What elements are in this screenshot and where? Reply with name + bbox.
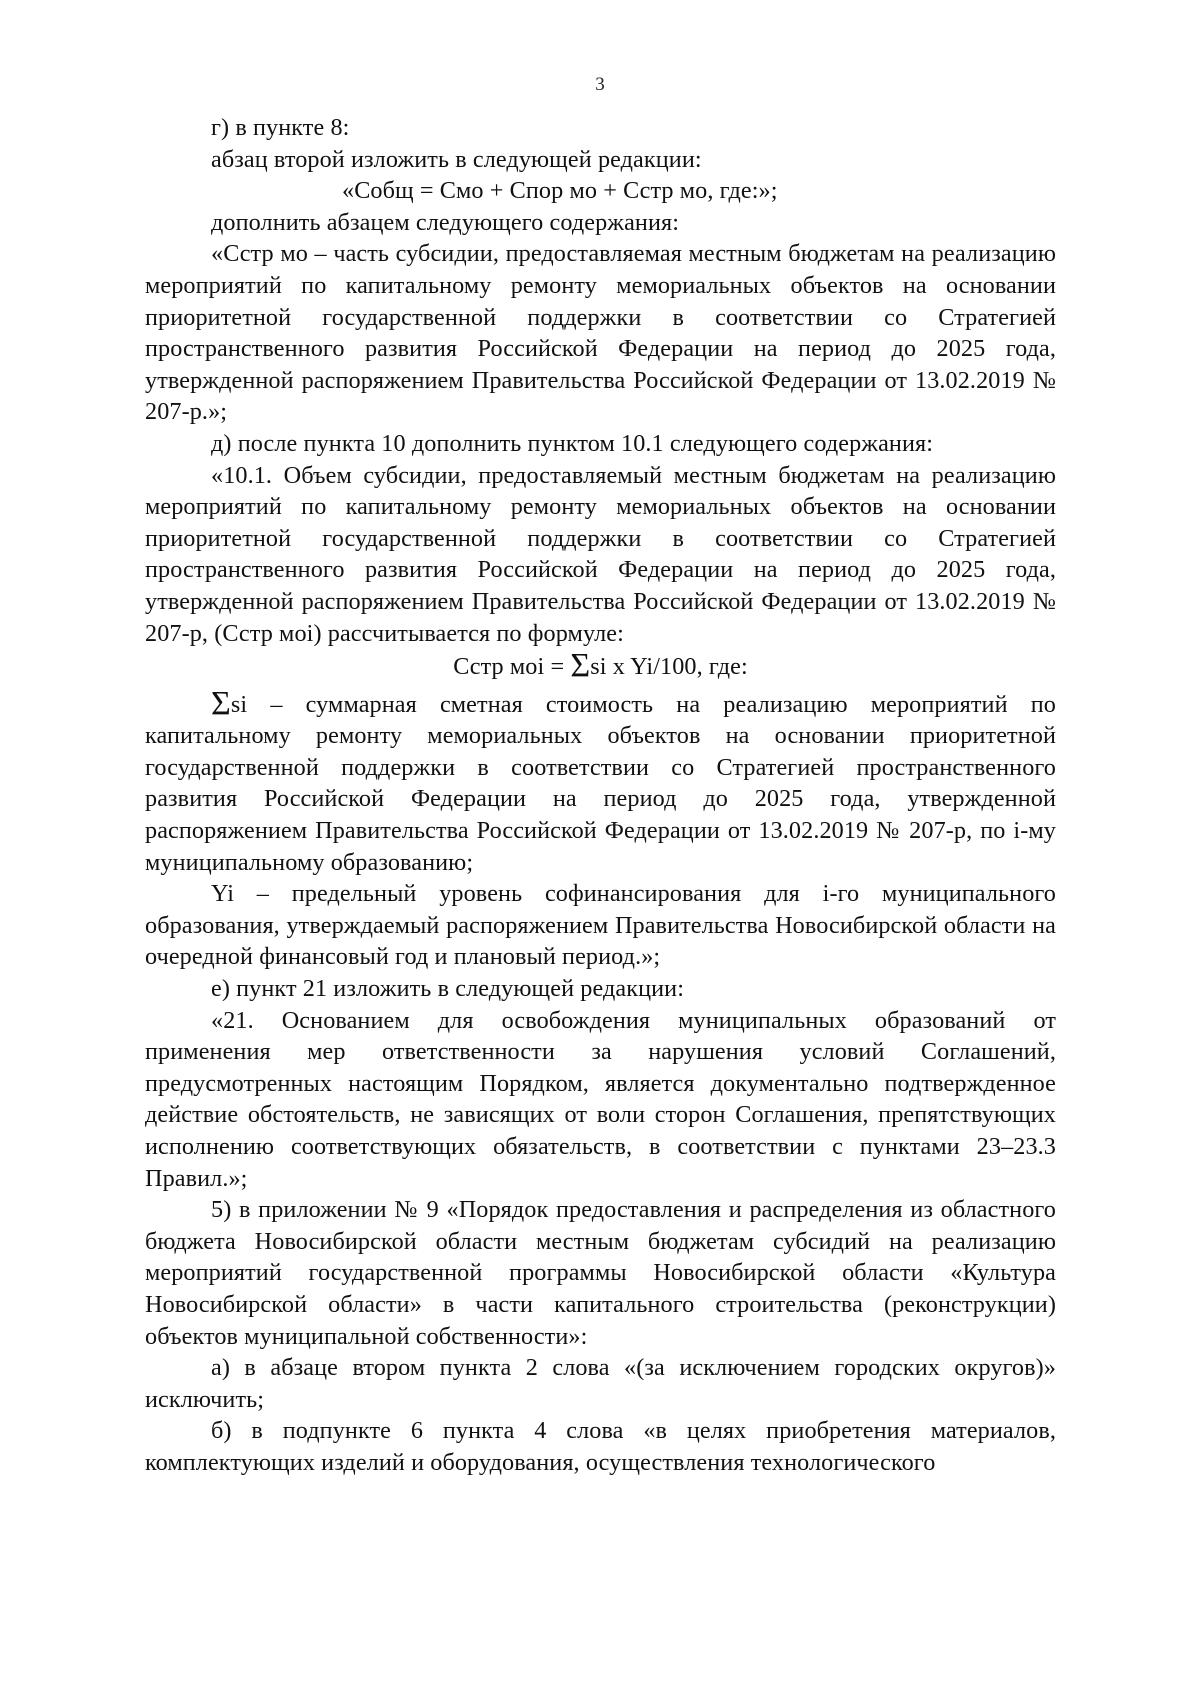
paragraph-point-21: «21. Основанием для освобождения муниципальных образований от применения мер ответственности за нарушения условий Соглашений, предусмотренных настоящим Порядком, является документально подтвержденное действие обстоятельств, не зависящих от воли сторон Соглашения, препятствующих исполнению соответствующих обязательств, в соответствии с пунктами 23–23.3 Правил.»; [145, 1006, 1056, 1192]
paragraph-yi-definition: Yi – предельный уровень софинансирования для i-го муниципального образования, утверждаемый распоряжением Правительства Новосибирской области на очередной финансовый год и плановый период.»; [145, 880, 1056, 971]
formula-right: si x Yi/100, где: [590, 653, 748, 681]
paragraph-subitem-a: а) в абзаце втором пункта 2 слова «(за исключением городских округов)» исключить; [145, 1354, 1056, 1413]
paragraph-subitem-d: д) после пункта 10 дополнить пунктом 10.1 следующего содержания: [211, 429, 934, 457]
page-number: 3 [595, 74, 605, 95]
paragraph-add-abzac: дополнить абзацем следующего содержания: [211, 208, 680, 236]
paragraph-subitem-e: е) пункт 21 изложить в следующей редакции: [211, 975, 685, 1003]
paragraph-second-abzac: абзац второй изложить в следующей редакции: [211, 145, 702, 173]
formula-total-subsidy: «Собщ = Смо + Спор мо + Сстр мо, где:»; [342, 177, 778, 205]
paragraph-point-10-1: «10.1. Объем субсидии, предоставляемый местным бюджетам на реализацию мероприятий по капитальному ремонту мемориальных объектов на основании приоритетной государственной поддержки в соответствии со Стратегией пространственного развития Российской Федерации на период до 2025 года, утвержденной распоряжением Правительства Российской Федерации от 13.02.2019 № 207-р, (Сстр моi) рассчитывается по формуле: [145, 461, 1056, 647]
paragraph-sstr-definition: «Сстр мо – часть субсидии, предоставляемая местным бюджетам на реализацию мероприятий по капитальному ремонту мемориальных объектов на основании приоритетной государственной поддержки в соответствии со Стратегией пространственного развития Российской Федерации на период до 2025 года, утвержденной распоряжением Правительства Российской Федерации от 13.02.2019 № 207-р.»; [145, 240, 1056, 426]
sigma-symbol: Σ [570, 647, 591, 685]
formula-sstr-moi [145, 647, 1056, 685]
paragraph-subitem-g: г) в пункте 8: [211, 114, 350, 141]
sigma-si-text: si – суммарная сметная стоимость на реализацию мероприятий по капитальному ремонту мемориальных объектов на основании приоритетной государственной поддержки в соответствии со Стратегией пространственного развития Российской Федерации на период до 2025 года, утвержденной распоряжением Правительства Российской Федерации от 13.02.2019 № 207-р, по i-му муниципальному образованию; [145, 690, 1056, 876]
document-body [145, 112, 1056, 1479]
sigma-symbol: Σ [211, 684, 231, 722]
paragraph-sigma-si-definition [145, 684, 1056, 879]
paragraph-subitem-b: б) в подпункте 6 пункта 4 слова «в целях приобретения материалов, комплектующих изделий и оборудования, осуществления технологического [145, 1417, 1056, 1476]
paragraph-item-5: 5) в приложении № 9 «Порядок предоставления и распределения из областного бюджета Новосибирской области местным бюджетам субсидий на реализацию мероприятий государственной программы Новосибирской области «Культура Новосибирской области» в части капитального строительства (реконструкции) объектов муниципальной собственности»: [145, 1196, 1056, 1350]
formula-left: Сстр моi = [453, 653, 571, 681]
